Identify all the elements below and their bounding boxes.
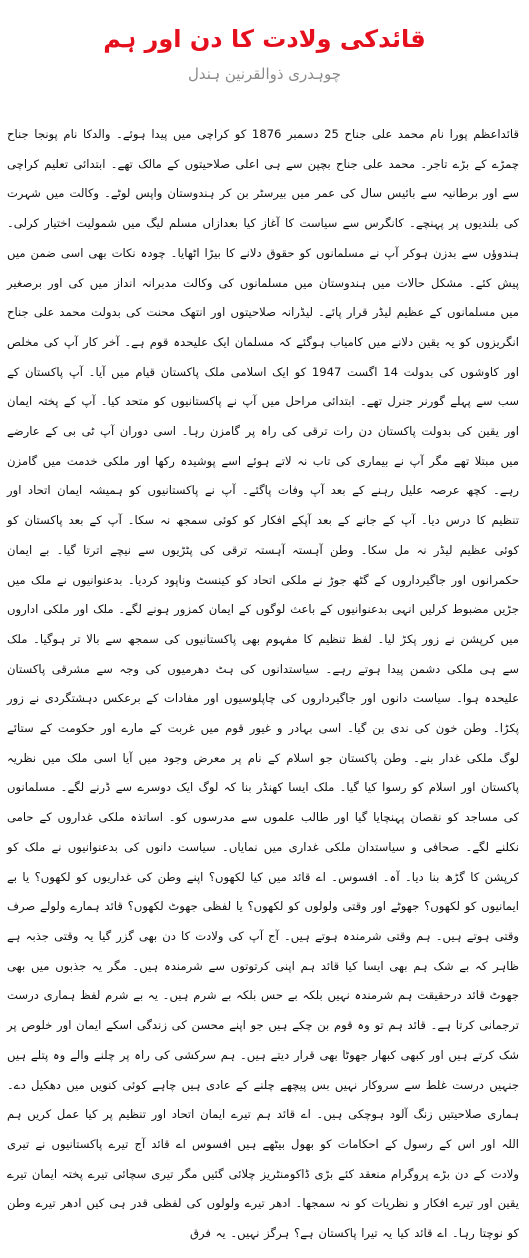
article-author: چوہدری ذوالقرنین ہندل	[188, 65, 341, 83]
article-body: قائداعظم پورا نام محمد علی جناح 25 دسمبر 1876 کو کراچی میں پیدا ہوئے۔ والدکا نام پونجا جناح چمڑے کے بڑے تاجر۔ محمد علی جناح بچپن سے ہی اعلی صلاحیتوں کے مالک تھے۔ ابتدائی تعلیم کراچی سے اور برطانیہ سے بائیس سال کی عمر میں بیرسٹر بن کر ہندوستان واپس لوٹے۔ وکالت میں شہرت کی بلندیوں پر پہنچے۔ کانگرس سے سیاست کا آغاز کیا بعدازاں مسلم لیگ میں شمولیت اختیار کرلی۔ ہندوؤں سے بدزن ہوکر آپ نے مسلمانوں کو حقوق دلانے کا بیڑا اٹھایا۔ چودہ نکات بھی اسی ضمن میں پیش کئے۔ مشکل حالات میں ہندوستان میں مسلمانوں کی وکالت مدبرانہ انداز میں کی اور برصغیر میں مسلمانوں کے عظیم لیڈر قرار پائے۔ لیڈرانہ صلاحیتوں اور انتھک محنت کی بدولت محمد علی جناح انگریزوں کو یہ یقین دلانے میں کامیاب ہوگئے کہ مسلمان ایک علیحدہ قوم ہے۔ آخر کار آپ کی مخلص اور کاوشوں کی بدولت 14 اگست 1947 کو ایک اسلامی ملک پاکستان قیام میں آیا۔ آپ پاکستان کے سب سے پہلے گورنر جنرل تھے۔ ابتدائی مراحل میں آپ نے پاکستانیوں کو متحد کیا۔ آپ کے پختہ ایمان اور یقین کی بدولت پاکستان دن رات ترقی کی راہ پر گامزن رہا۔ اسی دوران آپ ٹی بی کے عارضے میں مبتلا تھے مگر آپ نے بیماری کی تاب نہ لاتے ہوئے اسے پوشیدہ رکھا اور ملکی خدمت میں گامزن رہے۔ کچھ عرصہ علیل رہنے کے بعد آپ وفات پاگئے۔ آپ نے پاکستانیوں کو ہمیشہ ایمان اتحاد اور تنظیم کا درس دیا۔ آپ کے جانے کے بعد آپکے افکار کو کوئی سمجھ نہ سکا۔ آپ کے بعد پاکستان کو کوئی عظیم لیڈر نہ مل سکا۔ وطن آہستہ آہستہ ترقی کی پٹڑیوں سے نیچے اترتا گیا۔ بے ایمان حکمرانوں اور جاگیرداروں کے گٹھ جوڑ نے ملکی اتحاد کو کینسٹ وناپود کردیا۔ بدعنوانیوں نے ملک میں جڑیں مضبوط کرلیں انہی بدعنوانیوں کے باعث لوگوں کے ایمان کمزور ہونے لگے۔ ملک اور ملکی اداروں میں کرپشن نے زور پکڑ لیا۔ لفظ تنظیم کا مفہوم بھی پاکستانیوں کی سمجھ سے بالا تر ہوگیا۔ ملک سے ہی ملکی دشمن پیدا ہوتے رہے۔ سیاستدانوں کی ہٹ دھرمیوں کی وجہ سے مشرقی پاکستان علیحدہ ہوا۔ سیاست دانوں اور جاگیرداروں کی چاپلوسیوں اور مفادات کے برعکس دہشتگردی نے زور پکڑا۔ وطن خون کی ندی بن گیا۔ اسی بہادر و غیور قوم میں غربت کے مارے اور حکومت کے ستائے لوگ ملکی غدار بنے۔ وطن پاکستان جو اسلام کے نام پر معرض وجود میں آیا اسی ملک میں نظریہ پاکستان اور اسلام کو رسوا کیا گیا۔ ملک ایسا کھنڈر بنا کہ لوگ ایک دوسرے سے ڈرنے لگے۔ مسلمانوں کی مساجد کو نقصان پہنچایا گیا اور طالب علموں سے مدرسوں کو۔ اساتذہ ملکی غداروں کے حامی نکلنے لگے۔ صحافی و سیاستدان ملکی غداری میں نمایاں۔ سیاست دانوں کی بدعنوانیوں نے ملک کو کرپشن کا گڑھ بنا دیا۔ آہ۔ افسوس۔ اے قائد میں کیا لکھوں؟ اپنے وطن کی غداریوں کو لکھوں؟ یا بے ایمانیوں کو لکھوں؟ جھوٹے اور وقتی ولولوں کو لکھوں؟ یا لفظی جھوٹ لکھوں؟ قائد ہمارے ولولے صرف وقتی ہوتے ہیں۔ ہم وقتی شرمندہ ہوتے ہیں۔ آج آپ کی ولادت کا دن بھی گزر گیا یہ وقتی جذبہ ہے ظاہر کہ بے شک ہم بھی ایسا کیا قائد ہم اپنی کرتوتوں سے شرمندہ ہیں۔ مگر یہ جذبوں میں بھی جھوٹ قائد درحقیقت ہم شرمندہ نہیں بلکہ بے حس بلکہ بے شرم ہیں۔ یہ بے شرم لفظ ہماری درست ترجمانی کرتا ہے۔ قائد ہم تو وہ قوم بن چکے ہیں جو اپنے محسن کی زندگی اسکے ایمان اور خلوص پر شک کرتے ہیں اور کبھی کبھار جھوٹا بھی قرار دیتے ہیں۔ ہم سرکشی کی راہ پر چلنے والے وہ پتلے ہیں جنہیں درست غلط سے سروکار نہیں بس پیچھے چلنے کے عادی ہیں چاہے کوئی کنویں میں دھکیل دے۔ ہماری صلاحیتیں زنگ آلود ہوچکی ہیں۔ اے قائد ہم تیرے ایمان اتحاد اور تنظیم پر کیا عمل کریں ہم اللہ اور اس کے رسول کے احکامات کو بھول بیٹھے ہیں افسوس اے قائد آج تیرے پاکستانیوں نے تیری ولادت کے دن بڑے پروگرام منعقد کئے بڑی ڈاکومنٹریز چلائی گئیں مگر تیری سچائی تیرے پختہ ایمان تیرے یقین اور تیرے افکار و نظریات کو نہ سمجھا۔ ادھر تیرے ولولوں کی لفظی قدر ہی کیں ادھر تیرے وطن کو نوچتا رہا۔ اے قائد کیا یہ تیرا پاکستان ہے؟ ہرگز نہیں۔ یہ فرق	[7, 127, 520, 1241]
article-title: قائدکی ولادت کا دن اور ہم	[103, 25, 426, 53]
